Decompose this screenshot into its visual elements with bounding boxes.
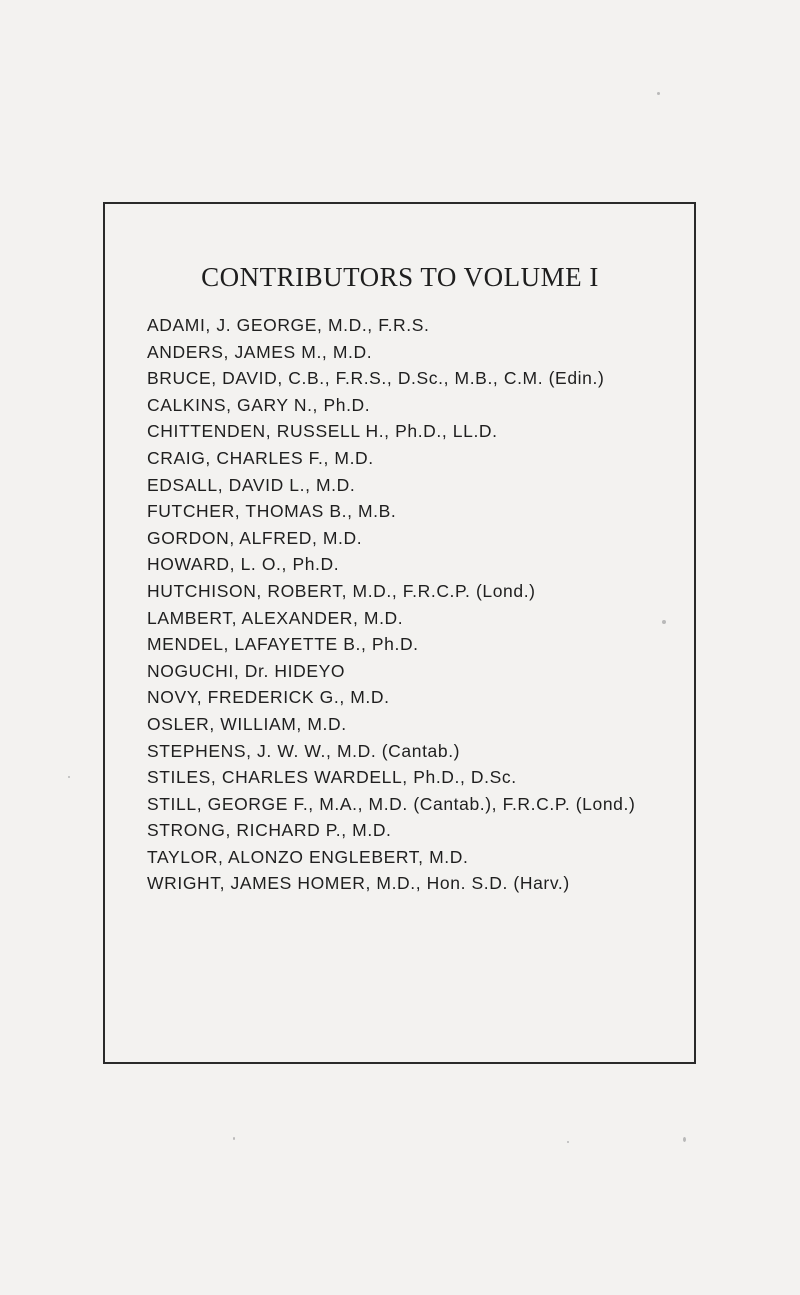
contributor-item: TAYLOR, ALONZO ENGLEBERT, M.D. (147, 846, 469, 867)
contributor-item: CALKINS, GARY N., Ph.D. (147, 394, 371, 415)
paper-speck (662, 620, 666, 624)
contributor-item: BRUCE, DAVID, C.B., F.R.S., D.Sc., M.B., C.M. (Edin.) (147, 368, 605, 389)
contributor-item: NOVY, FREDERICK G., M.D. (147, 687, 390, 708)
contributor-item: GORDON, ALFRED, M.D. (147, 527, 363, 548)
contributor-item: WRIGHT, JAMES HOMER, M.D., Hon. S.D. (Harv.) (147, 873, 570, 894)
contributor-item: NOGUCHI, Dr. HIDEYO (147, 660, 346, 681)
contributor-item: STEPHENS, J. W. W., M.D. (Cantab.) (147, 740, 461, 761)
contributor-item: STRONG, RICHARD P., M.D. (147, 820, 392, 841)
contributor-item: STILL, GEORGE F., M.A., M.D. (Cantab.), F.R.C.P. (Lond.) (147, 793, 636, 814)
contributor-item: MENDEL, LAFAYETTE B., Ph.D. (147, 634, 419, 655)
page-title: CONTRIBUTORS TO VOLUME I (201, 262, 599, 292)
paper-speck (233, 1137, 235, 1140)
contributor-item: ANDERS, JAMES M., M.D. (147, 341, 373, 362)
paper-speck (683, 1137, 686, 1142)
contributor-item: HOWARD, L. O., Ph.D. (147, 554, 340, 575)
contributor-item: OSLER, WILLIAM, M.D. (147, 713, 347, 734)
contributor-item: CHITTENDEN, RUSSELL H., Ph.D., LL.D. (147, 421, 498, 442)
paper-speck (68, 776, 70, 778)
contributor-item: STILES, CHARLES WARDELL, Ph.D., D.Sc. (147, 767, 517, 788)
contributor-item: LAMBERT, ALEXANDER, M.D. (147, 607, 404, 628)
contributor-list (147, 312, 635, 897)
paper-speck (567, 1141, 569, 1143)
contributor-item: FUTCHER, THOMAS B., M.B. (147, 501, 397, 522)
contributor-item: CRAIG, CHARLES F., M.D. (147, 447, 374, 468)
contributor-item: HUTCHISON, ROBERT, M.D., F.R.C.P. (Lond.) (147, 580, 536, 601)
contributor-item: EDSALL, DAVID L., M.D. (147, 474, 356, 495)
contributor-item: ADAMI, J. GEORGE, M.D., F.R.S. (147, 315, 430, 335)
paper-speck (657, 92, 660, 95)
